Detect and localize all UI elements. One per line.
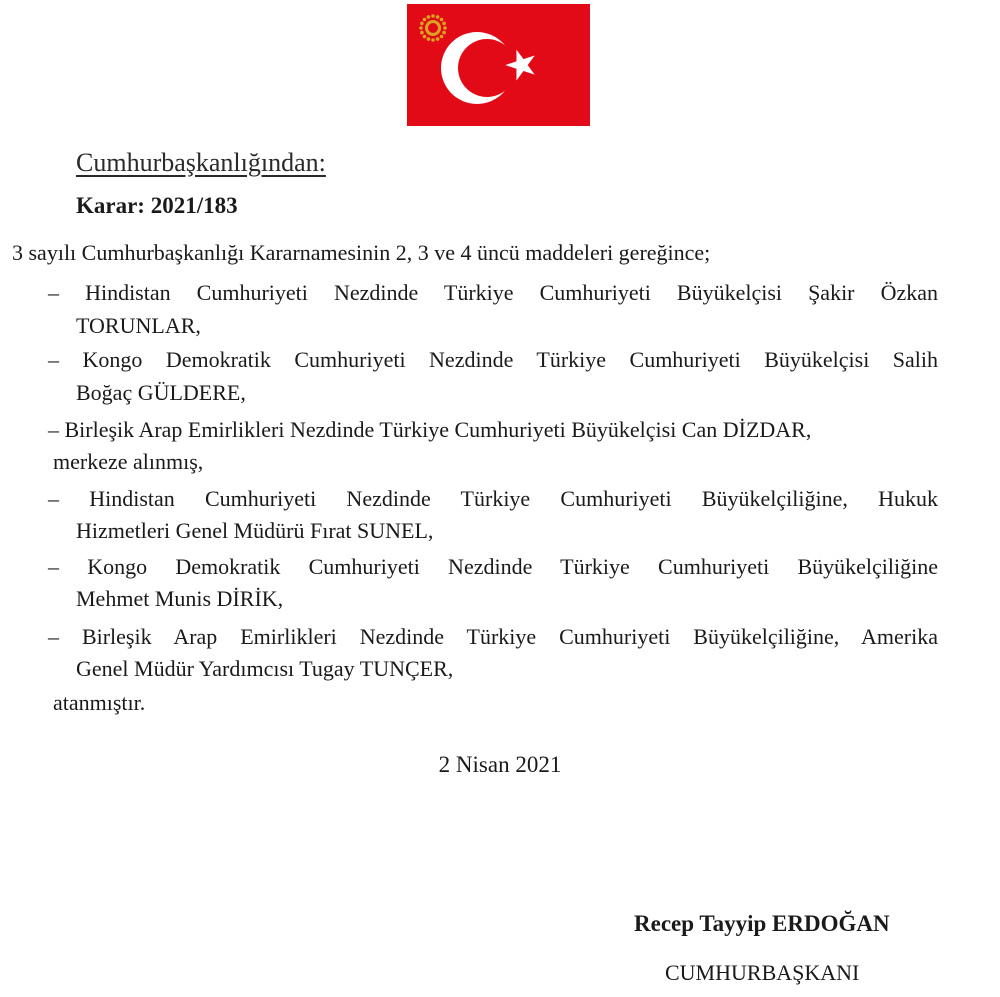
- list-item-line: – Birleşik Arap Emirlikleri Nezdinde Türkiye Cumhuriyeti Büyükelçisi Can DİZDAR,: [48, 417, 812, 442]
- turkish-flag-emblem: [407, 4, 590, 126]
- crescent-inner: [458, 39, 516, 97]
- list-item-line: – Kongo Demokratik Cumhuriyeti Nezdinde Türkiye Cumhuriyeti Büyükelçiliğine: [48, 554, 938, 579]
- list-item-line: – Kongo Demokratik Cumhuriyeti Nezdinde Türkiye Cumhuriyeti Büyükelçisi Salih: [48, 347, 938, 372]
- signer-name: Recep Tayyip ERDOĞAN: [634, 911, 890, 936]
- intro-paragraph: 3 sayılı Cumhurbaşkanlığı Kararnamesinin 2, 3 ve 4 üncü maddeleri gereğince;: [12, 240, 711, 265]
- closing-text: merkeze alınmış,: [53, 449, 204, 474]
- list-item-line: Mehmet Munis DİRİK,: [76, 586, 284, 611]
- list-item-line: – Hindistan Cumhuriyeti Nezdinde Türkiye Cumhuriyeti Büyükelçiliğine, Hukuk: [48, 486, 938, 511]
- list-item-line: Hizmetleri Genel Müdürü Fırat SUNEL,: [76, 518, 434, 543]
- closing-text: atanmıştır.: [53, 690, 146, 715]
- decision-number: Karar: 2021/183: [76, 193, 238, 218]
- signer-title: CUMHURBAŞKANI: [665, 960, 860, 985]
- list-item-line: TORUNLAR,: [76, 313, 201, 338]
- list-item-line: – Hindistan Cumhuriyeti Nezdinde Türkiye Cumhuriyeti Büyükelçisi Şakir Özkan: [48, 280, 938, 305]
- issuer-heading: Cumhurbaşkanlığından:: [76, 148, 326, 177]
- list-item-line: Genel Müdür Yardımcısı Tugay TUNÇER,: [76, 656, 454, 681]
- document-date: 2 Nisan 2021: [438, 752, 562, 777]
- list-item-line: Boğaç GÜLDERE,: [76, 380, 246, 405]
- list-item-line: – Birleşik Arap Emirlikleri Nezdinde Türkiye Cumhuriyeti Büyükelçiliğine, Amerika: [48, 624, 938, 649]
